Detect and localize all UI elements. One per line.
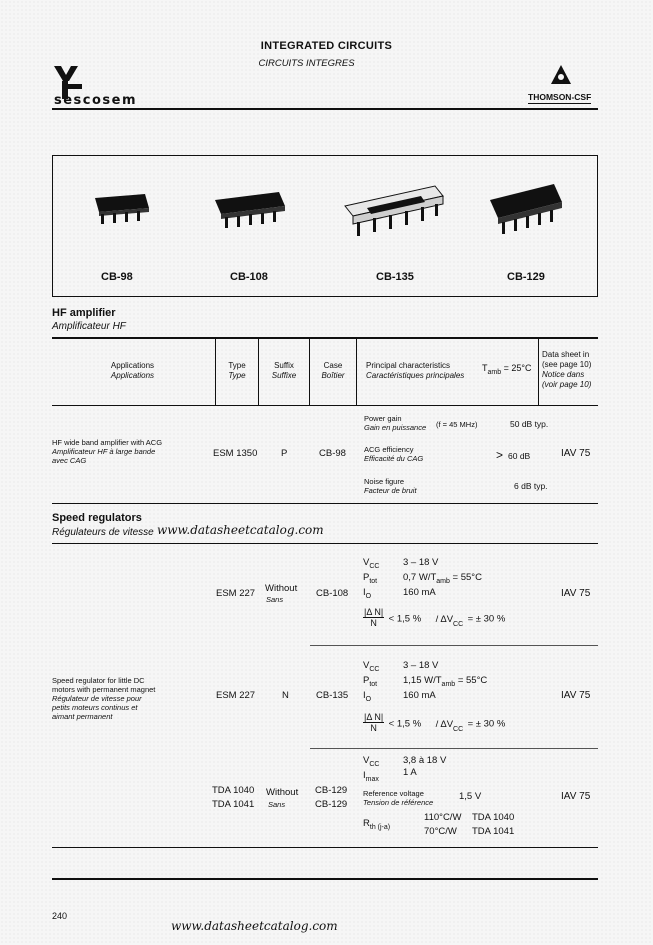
speed-section-subtitle: Régulateurs de vitesse [52, 527, 154, 538]
hf-case: CB-98 [319, 448, 346, 459]
speed-row1-type: ESM 227 [216, 588, 256, 599]
speed-row3-reference-voltage: Reference voltage Tension de référence [363, 789, 434, 807]
speed-row2-datasheet-ref: IAV 75 [561, 690, 591, 701]
hf-table-top-rule [52, 337, 598, 339]
speed-row2-case: CB-135 [316, 690, 349, 701]
speed-row1-suffix: Without [265, 583, 298, 594]
hf-application-text: HF wide band amplifier with ACG Amplificateur HF à large bande avec CAG [52, 438, 163, 465]
speed-row2-ptot: 1,15 $W/T_{amb} = 55^\circ C$ [403, 675, 488, 688]
speed-row3-vcc: 3,8 à 18 V [403, 755, 447, 766]
speed-row3-suffix: Without [266, 787, 299, 798]
speed-row1-case: CB-108 [316, 588, 349, 599]
speed-row2-suffix: N [282, 690, 289, 701]
hf-section-title: HF amplifier [52, 307, 116, 319]
thomson-wordmark: THOMSON-CSF [528, 92, 592, 102]
speed-row2-ptot-symbol: $P_{tot}$ [363, 675, 378, 688]
speed-application-text: Speed regulator for little DC motors with permanent magnet Régulateur de vitesse pour petits moteurs continus et aimant permanent [52, 676, 156, 721]
col-sep [356, 338, 357, 405]
speed-row3-datasheet-ref: IAV 75 [561, 791, 591, 802]
cb98-package-icon [93, 186, 153, 226]
cb129-package-icon [488, 178, 568, 238]
speed-row1-io: 160 mA [403, 587, 436, 598]
header-rule [52, 108, 598, 110]
col-header-principal: Principal characteristics Caractéristiques principales [366, 361, 465, 380]
page-number: 240 [52, 911, 68, 921]
speed-section-title: Speed regulators [52, 512, 142, 524]
speed-row3-case1: CB-129 [315, 785, 348, 796]
cb108-package-icon [213, 186, 288, 231]
speed-row2-io-symbol: $I_O$ [363, 690, 372, 703]
page-title: INTEGRATED CIRCUITS [260, 40, 393, 52]
speed-row1-ptot-symbol: $P_{tot}$ [363, 572, 378, 585]
col-header-applications: Applications Applications [110, 361, 155, 380]
package-photo-box [52, 155, 598, 297]
speed-row-divider [310, 748, 598, 749]
col-header-datasheet: Data sheet in (see page 10) Notice dans (voir page 10) [542, 350, 592, 389]
col-header-tamb: $T_{amb} = 25^\circ C$ [482, 363, 532, 376]
page-bottom-rule [52, 878, 598, 880]
speed-row3-imax-symbol: $I_{max}$ [363, 770, 379, 783]
hf-table-header-rule [52, 405, 598, 406]
speed-bottom-rule [52, 847, 598, 848]
sescosem-wordmark: sescosem [54, 93, 138, 108]
speed-row1-vcc-symbol: $V_{CC}$ [363, 557, 380, 570]
hf-datasheet-ref: IAV 75 [561, 448, 591, 459]
speed-row2-io: 160 mA [403, 690, 436, 701]
speed-row1-vcc: 3 – 18 V [403, 557, 439, 568]
speed-row3-vcc-symbol: $V_{CC}$ [363, 755, 380, 768]
package-label-cb135: CB-135 [376, 271, 414, 283]
hf-type: ESM 1350 [213, 448, 258, 459]
col-header-case: Case Boîtier [321, 361, 345, 380]
speed-row1-suffix-fr: Sans [266, 595, 284, 604]
hf-power-gain-condition: (f = 45 MHz) [436, 420, 478, 429]
speed-row3-type2: TDA 1041 [212, 799, 255, 810]
thomson-triangle-icon [550, 64, 572, 86]
hf-section-subtitle: Amplificateur HF [52, 321, 126, 332]
thomson-logo [550, 64, 572, 91]
col-header-type: Type Type [228, 361, 246, 380]
greater-than-icon: > [496, 448, 504, 462]
speed-row-divider [310, 645, 598, 646]
hf-acg-value: 60 dB [508, 451, 531, 461]
hf-noise-figure: Noise figure Facteur de bruit [364, 477, 417, 495]
hf-power-gain: Power gain Gain en puissance [364, 414, 427, 432]
speed-row2-vcc-symbol: $V_{CC}$ [363, 660, 380, 673]
speed-row3-rth1: 110°C/W [424, 812, 462, 823]
speed-row2-type: ESM 227 [216, 690, 256, 701]
watermark-bottom: www.datasheetcatalog.com [171, 919, 338, 933]
speed-row3-rth2-device: TDA 1041 [472, 826, 515, 837]
speed-row1-ptot: 0,7 $W/T_{amb} = 55^\circ C$ [403, 572, 482, 585]
speed-row2-ratio: $\frac{\text{|Δ N|}}{N} < 1,5$ % / $\Delta V_{CC}$ = ± 30 % [364, 712, 506, 733]
speed-row3-rth-symbol: $R_{th (j-a)}$ [363, 818, 391, 831]
package-label-cb98: CB-98 [101, 271, 133, 283]
speed-row3-rth1-device: TDA 1040 [472, 812, 515, 823]
cb135-package-icon [343, 178, 453, 240]
speed-row2-vcc: 3 – 18 V [403, 660, 439, 671]
speed-row1-datasheet-ref: IAV 75 [561, 588, 591, 599]
page-subtitle: CIRCUITS INTEGRES [258, 58, 355, 69]
speed-row1-io-symbol: $I_O$ [363, 587, 372, 600]
package-label-cb129: CB-129 [507, 271, 545, 283]
hf-table-bottom-rule [52, 503, 598, 504]
hf-suffix: P [281, 448, 288, 459]
speed-top-rule [52, 543, 598, 544]
speed-row3-rth2: 70°C/W [424, 826, 457, 837]
speed-row3-suffix-fr: Sans [268, 800, 286, 809]
speed-row3-type1: TDA 1040 [212, 785, 255, 796]
col-sep [538, 338, 539, 405]
speed-row1-ratio: $\frac{\text{|Δ N|}}{N} < 1,5$ % / $\Delta V_{CC}$ = ± 30 % [364, 607, 506, 628]
col-header-suffix: Suffix Suffixe [271, 361, 297, 380]
package-label-cb108: CB-108 [230, 271, 268, 283]
speed-row3-reference-value: 1,5 V [459, 791, 482, 802]
speed-row3-imax: 1 A [403, 767, 417, 778]
hf-power-gain-value: 50 dB typ. [510, 419, 549, 429]
hf-noise-value: 6 dB typ. [514, 481, 548, 491]
hf-acg-efficiency: ACG efficiency Efficacité du CAG [364, 445, 424, 463]
watermark-top: www.datasheetcatalog.com [157, 523, 324, 537]
speed-row3-case2: CB-129 [315, 799, 348, 810]
